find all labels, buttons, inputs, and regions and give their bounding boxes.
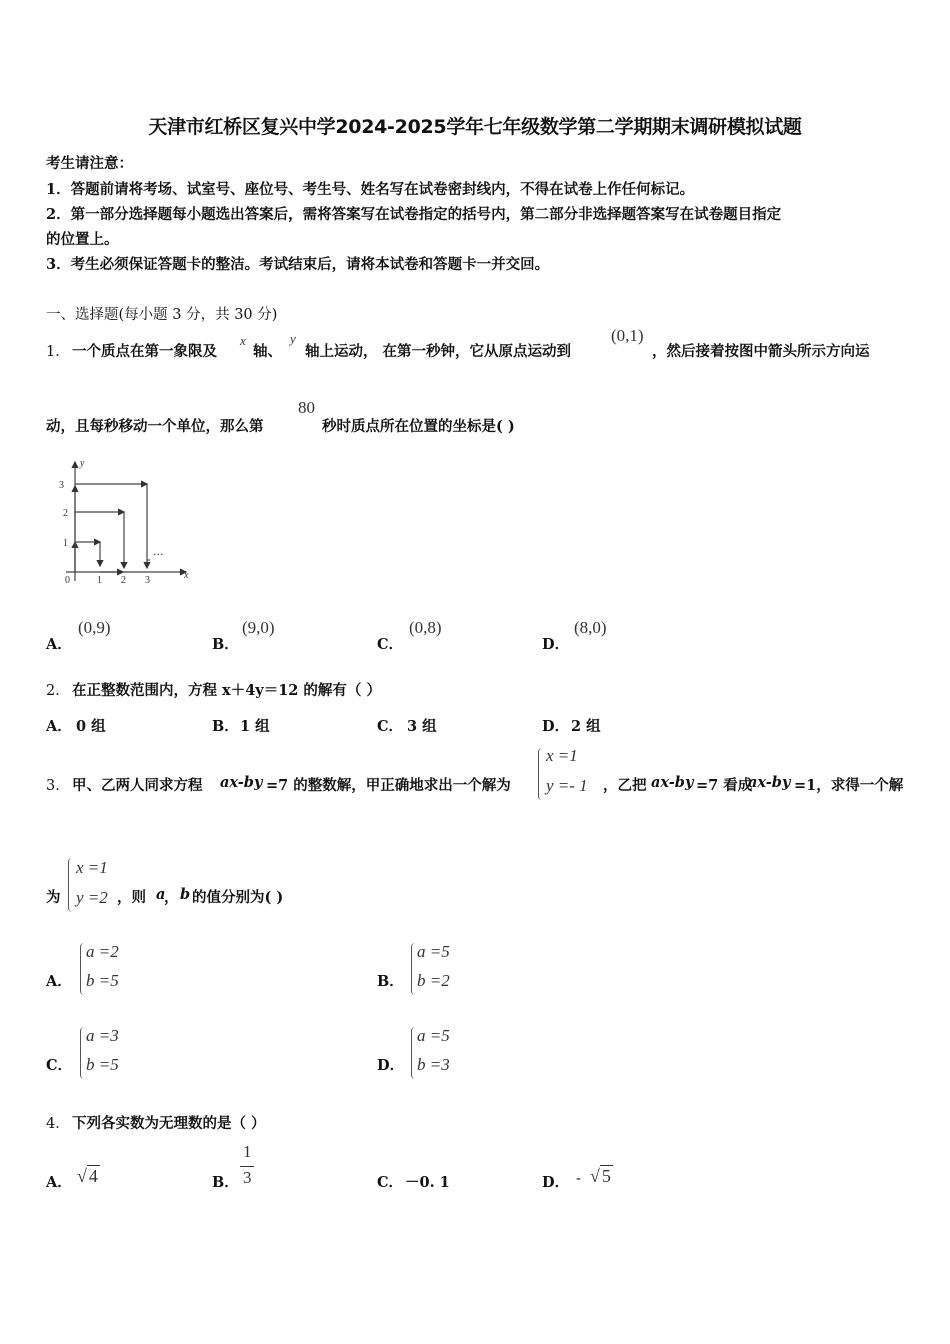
q2-option-b-label: B． bbox=[212, 718, 239, 735]
q2-option-c-value: 3 组 bbox=[407, 718, 437, 735]
q1-option-d-label: D． bbox=[542, 636, 570, 653]
q1-text-2: 轴、 bbox=[253, 343, 282, 360]
q1-text-6: 秒时质点所在位置的坐标是( ) bbox=[322, 418, 515, 435]
notice-heading: 考生请注意： bbox=[46, 155, 133, 172]
q3-option-d-line1: a =5 bbox=[417, 1026, 450, 1045]
q1-option-a-value: (0,9) bbox=[78, 618, 111, 637]
q1-figure bbox=[56, 456, 196, 590]
q4-option-b-label: B． bbox=[212, 1174, 239, 1191]
y-tick-2: 2 bbox=[63, 508, 68, 519]
q3-option-a-line2: b =5 bbox=[86, 971, 119, 990]
q3-option-c-brace bbox=[80, 1027, 85, 1079]
q3-option-c-line1: a =3 bbox=[86, 1026, 119, 1045]
q1-option-c-value: (0,8) bbox=[409, 618, 442, 637]
q3-option-d-brace bbox=[411, 1027, 416, 1079]
y-tick-1: 1 bbox=[63, 538, 68, 549]
q3-text-8: 的值分别为( ) bbox=[192, 889, 284, 906]
continuation-dots: ··· bbox=[153, 548, 164, 561]
q3-option-b-brace bbox=[411, 943, 416, 995]
q3-var-b: b bbox=[180, 886, 191, 903]
q3-eq-1: ax-by bbox=[220, 774, 263, 791]
q4-option-d-radicand: 5 bbox=[601, 1166, 611, 1186]
q3-eq-2: ax-by bbox=[651, 774, 694, 791]
q3-option-d-label: D． bbox=[377, 1057, 405, 1074]
q4-option-a-label: A． bbox=[46, 1174, 72, 1191]
q2-option-a-label: A． bbox=[46, 718, 72, 735]
q1-option-a-label: A． bbox=[46, 636, 72, 653]
notice-item-3: 3．考生必须保证答题卡的整洁。考试结束后，请将本试卷和答题卡一并交回。 bbox=[46, 256, 550, 273]
axis-x-label: x bbox=[184, 570, 189, 581]
q3-option-b-label: B． bbox=[377, 973, 404, 990]
q4-number: 4． bbox=[46, 1116, 70, 1132]
q1-option-c-label: C． bbox=[377, 636, 404, 653]
q4-text: 下列各实数为无理数的是（ ） bbox=[72, 1115, 266, 1132]
notice-item-1: 1．答题前请将考场、试室号、座位号、考生号、姓名写在试卷密封线内，不得在试卷上作任何标记。 bbox=[46, 181, 695, 198]
q4-option-c-label: C． bbox=[377, 1174, 404, 1191]
q2-text: 在正整数范围内，方程 x＋4y＝12 的解有（ ） bbox=[72, 682, 381, 699]
q3-sol2-brace bbox=[68, 858, 73, 912]
q3-option-b-line2: b =2 bbox=[417, 971, 450, 990]
q3-var-a: a bbox=[156, 886, 166, 903]
q2-option-b-value: 1 组 bbox=[240, 718, 270, 735]
q3-option-c-line2: b =5 bbox=[86, 1055, 119, 1074]
q3-option-a-brace bbox=[80, 943, 85, 995]
q2-option-c-label: C． bbox=[377, 718, 404, 735]
notice-item-2: 2．第一部分选择题每小题选出答案后，需将答案写在试卷指定的括号内，第二部分非选择题答案写在试卷题目指定 bbox=[46, 206, 782, 223]
q3-text-3: ，乙把 bbox=[603, 777, 647, 794]
q1-var-y: y bbox=[290, 331, 296, 346]
x-tick-2: 2 bbox=[121, 575, 126, 586]
q3-text-1: 甲、乙两人同求方程 bbox=[72, 777, 203, 794]
q4-option-d-sign: - bbox=[576, 1171, 581, 1187]
q3-sol2-line2: y =2 bbox=[76, 888, 108, 907]
q3-text-7: ，则 bbox=[117, 889, 146, 906]
q1-number: 1． bbox=[46, 344, 70, 360]
q3-number: 3． bbox=[46, 778, 70, 794]
q1-text-1: 一个质点在第一象限及 bbox=[72, 343, 217, 360]
q3-text-6: 为 bbox=[46, 889, 61, 906]
y-tick-3: 3 bbox=[59, 480, 64, 491]
q1-option-b-label: B． bbox=[212, 636, 239, 653]
q3-text-4: =7 看成 bbox=[696, 777, 753, 794]
q2-option-d-label: D． bbox=[542, 718, 570, 735]
q3-sol1-line2: y =- 1 bbox=[546, 776, 588, 795]
q3-text-2: =7 的整数解，甲正确地求出一个解为 bbox=[266, 777, 511, 794]
q3-option-a-line1: a =2 bbox=[86, 942, 119, 961]
x-tick-3: 3 bbox=[145, 575, 150, 586]
q3-sol1-line1: x =1 bbox=[546, 746, 578, 765]
section-heading: 一、选择题(每小题 3 分，共 30 分) bbox=[46, 307, 278, 323]
q1-seconds: 80 bbox=[298, 398, 315, 417]
q1-point: (0,1) bbox=[611, 326, 644, 345]
q3-sol1-brace bbox=[538, 748, 543, 800]
q2-option-d-value: 2 组 bbox=[571, 718, 601, 735]
q4-option-c-value: －0. 1 bbox=[405, 1174, 450, 1191]
q4-option-b-numerator: 1 bbox=[243, 1142, 252, 1161]
q2-number: 2． bbox=[46, 683, 70, 699]
q4-option-a-sqrt: √ 4 bbox=[77, 1166, 98, 1186]
q4-option-a-radicand: 4 bbox=[88, 1166, 98, 1186]
q3-option-b-line1: a =5 bbox=[417, 942, 450, 961]
notice-item-2-cont: 的位置上。 bbox=[46, 231, 119, 248]
q1-text-4: ，然后接着按图中箭头所示方向运 bbox=[652, 343, 870, 360]
page-title: 天津市红桥区复兴中学2024-2025学年七年级数学第二学期期末调研模拟试题 bbox=[148, 116, 802, 138]
q3-eq-3: ax-by bbox=[748, 774, 791, 791]
q4-option-d-sqrt: √ 5 bbox=[590, 1166, 611, 1186]
q2-option-a-value: 0 组 bbox=[76, 718, 106, 735]
q1-var-x: x bbox=[240, 333, 246, 348]
q3-comma: ， bbox=[164, 889, 179, 906]
q4-option-b-fraction-bar bbox=[240, 1166, 254, 1167]
q1-option-b-value: (9,0) bbox=[242, 618, 275, 637]
q3-text-5: =1，求得一个解 bbox=[794, 777, 904, 794]
q1-text-3: 轴上运动， 在第一秒钟，它从原点运动到 bbox=[305, 343, 572, 360]
q3-option-c-label: C． bbox=[46, 1057, 73, 1074]
q4-option-b-denominator: 3 bbox=[243, 1168, 252, 1187]
q4-option-d-label: D． bbox=[542, 1174, 570, 1191]
x-tick-1: 1 bbox=[97, 575, 102, 586]
origin-label: 0 bbox=[65, 575, 70, 586]
q3-option-d-line2: b =3 bbox=[417, 1055, 450, 1074]
q1-option-d-value: (8,0) bbox=[574, 618, 607, 637]
axis-y-label: y bbox=[80, 458, 85, 469]
q3-sol2-line1: x =1 bbox=[76, 858, 108, 877]
q1-text-5: 动，且每秒移动一个单位，那么第 bbox=[46, 418, 264, 435]
q3-option-a-label: A． bbox=[46, 973, 72, 990]
